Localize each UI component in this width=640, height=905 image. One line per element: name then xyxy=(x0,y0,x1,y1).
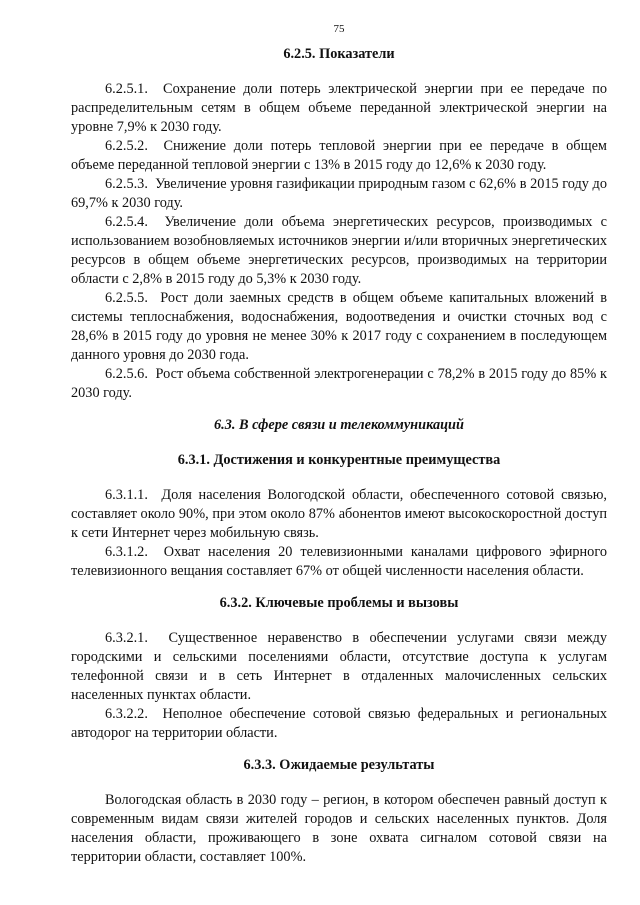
item-text: Снижение доли потерь тепловой энергии при ее передаче в общем объеме переданной тепловой энергии с 13% в 2015 году до 12,6% к 2030 году. xyxy=(71,138,607,173)
list-item xyxy=(71,705,607,743)
item-number: 6.3.1.2. xyxy=(105,544,148,560)
item-text: Увеличение доли объема энергетических ресурсов, производимых с использованием возобновляемых источников энергии и/или вторичных энергетических ресурсов в общем объеме энергетических ресурсов, производимых на территории области с 2,8% в 2015 году до 5,3% к 2030 году. xyxy=(71,214,607,287)
item-number: 6.3.2.1. xyxy=(105,630,148,646)
paragraph: Вологодская область в 2030 году – регион, в котором обеспечен равный доступ к современным видам связи жителей городов и сельских населенных пунктов. Доля населения области, проживающего в зоне охвата сигналом сотовой связи на территории области, составляет 100%. xyxy=(71,792,607,865)
item-number: 6.2.5.4. xyxy=(105,214,148,230)
list-item xyxy=(71,289,607,365)
item-text: Неполное обеспечение сотовой связью федеральных и региональных автодорог на территории области. xyxy=(71,706,607,741)
list-item xyxy=(71,175,607,213)
section-6-3-1 xyxy=(71,451,607,470)
item-text: Рост объема собственной электрогенерации с 78,2% в 2015 году до 85% к 2030 году. xyxy=(71,366,608,401)
section-title-6-2-5: 6.2.5. Показатели xyxy=(283,46,395,62)
list-item xyxy=(71,629,607,705)
list-item xyxy=(71,486,607,543)
section-title-6-3-3: 6.3.3. Ожидаемые результаты xyxy=(243,757,435,773)
item-number: 6.2.5.2. xyxy=(105,138,148,154)
list-item xyxy=(71,365,607,403)
section-title-6-3: 6.3. В сфере связи и телекоммуникаций xyxy=(214,417,464,433)
item-number: 6.2.5.1. xyxy=(105,81,148,97)
page-number: 75 xyxy=(333,23,345,35)
item-number: 6.3.2.2. xyxy=(105,706,148,722)
item-text: Охват населения 20 телевизионными каналами цифрового эфирного телевизионного вещания составляет 67% от общей численности населения области. xyxy=(71,544,607,579)
list-item xyxy=(71,543,607,581)
item-number: 6.2.5.6. xyxy=(105,366,148,382)
section-6-2-5 xyxy=(71,45,607,64)
section-title-6-3-1: 6.3.1. Достижения и конкурентные преимущества xyxy=(177,452,501,468)
list-item xyxy=(71,137,607,175)
item-text: Существенное неравенство в обеспечении услугами связи между городскими и сельскими поселениями области, отсутствие доступа к услугам телефонной связи и в сеть Интернет в отдаленных малочисленных сельских населенных пунктах области. xyxy=(71,630,607,703)
list-item xyxy=(71,80,607,137)
item-text: Увеличение уровня газификации природным газом с 62,6% в 2015 году до 69,7% к 2030 году. xyxy=(71,176,607,211)
item-text: Рост доли заемных средств в общем объеме капитальных вложений в системы теплоснабжения, водоснабжения, водоотведения и очистки сточных вод с 28,6% в 2015 году до уровня не менее 30% к 2017 году с сохранением в последующем данного уровня до 2030 года. xyxy=(71,290,607,363)
expected-results xyxy=(71,791,607,867)
item-text: Доля населения Вологодской области, обеспеченного сотовой связью, составляет около 90%, при этом около 87% абонентов имеют высокоскоростной доступ к сети Интернет через мобильную связь. xyxy=(71,487,607,541)
section-6-3 xyxy=(71,416,607,435)
section-title-6-3-2: 6.3.2. Ключевые проблемы и вызовы xyxy=(219,595,459,611)
item-text: Сохранение доли потерь электрической энергии при ее передаче по распределительным сетям в общем объеме переданной электрической энергии на уровне 7,9% к 2030 году. xyxy=(71,81,607,135)
indicator-list xyxy=(71,80,607,403)
item-number: 6.2.5.3. xyxy=(105,176,148,192)
section-6-3-3 xyxy=(71,756,607,775)
achievements-list xyxy=(71,486,607,581)
item-number: 6.3.1.1. xyxy=(105,487,148,503)
item-number: 6.2.5.5. xyxy=(105,290,148,306)
section-6-3-2 xyxy=(71,594,607,613)
list-item xyxy=(71,213,607,289)
problems-list xyxy=(71,629,607,743)
